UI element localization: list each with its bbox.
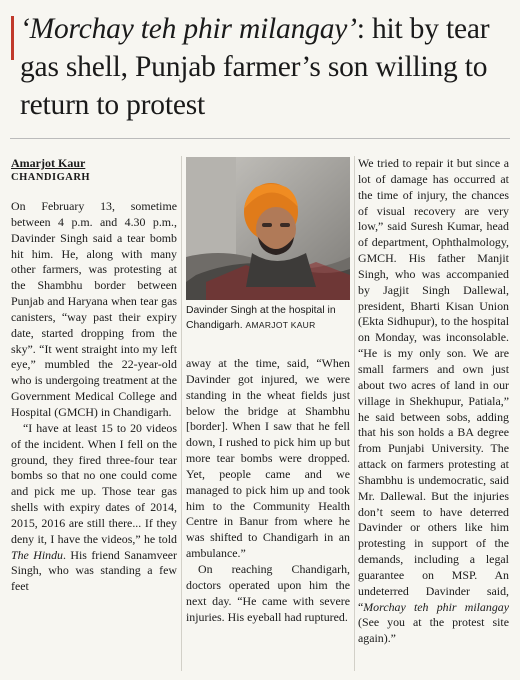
photo-caption — [186, 304, 352, 333]
paragraph: On February 13, sometime between 4 p.m. and 4.30 p.m., Davinder Singh said a tear bomb hit him. He, along with many other farmers, was protesting at the Shambhu border between Punjab and Haryana when tear gas canisters, “way past their expiry date, started dropping from the sky”. “It went straight into my left eye,” mumbled the 22-year-old who is undergoing treatment at the Government Medical College and Hospital (GMCH) in Chandigarh. — [11, 199, 177, 419]
dateline: CHANDIGARH — [11, 172, 91, 183]
photo-caption-text: Davinder Singh at the hospital in Chandigarh. — [186, 305, 336, 331]
column-rule — [181, 156, 182, 671]
photo-credit: AMARJOT KAUR — [245, 320, 316, 330]
column-rule — [354, 156, 355, 671]
headline-quote: ‘Morchay teh phir milangay’ — [20, 13, 357, 45]
paragraph: On reaching Chandigarh, doctors operated upon him the next day. “He came with severe injuries. His eyeball had ruptured. — [186, 561, 350, 624]
article-photo — [186, 157, 350, 300]
portrait-photo-icon — [186, 157, 350, 300]
column-3 — [358, 156, 509, 647]
byline: Amarjot Kaur — [11, 156, 86, 170]
headline — [20, 10, 510, 124]
headline-divider — [10, 138, 510, 139]
column-1 — [11, 199, 177, 595]
paragraph: We tried to repair it but since a lot of damage has occurred at the time of injury, the chances of visual recovery are very low,” said Suresh Kumar, head of department, Ophthalmology, GMCH. His father Manjit Singh, who was accompanied by Jagjit Singh Dallewal, president, Bharti Kisan Union (Ekta Sidhupur), to the hospital on Monday, was inconsolable. “He is my only son. We are small farmers and own just about two acres of land in our village in Shekhupur, Patiala,” he said between sobs, adding that his son holds a BA degree from Punjabi University. The attack on farmers protesting at Shambhu is undemocratic, said Mr. Dallewal. But the injuries don’t seem to have deterred Davinder or others like him protesting in support of the demands, including a legal guarantee on MSP. An undeterred Davinder said, “Morchay teh phir milangay (See you at the protest site again).” — [358, 156, 509, 646]
headline-rest: : hit by tear gas shell, Punjab farmer’s son willing to return to protest — [20, 13, 490, 121]
headline-accent-bar — [11, 16, 14, 60]
paragraph: “I have at least 15 to 20 videos of the incident. When I fell on the ground, they fired three-four tear bombs so that no one could come and pick me up. Those tear gas shells with expiry dates of 2014, 2015, 2016 are still there... If they deny it, I have the videos,” he told The Hindu. His friend Sanamveer Singh, who was standing a few feet — [11, 420, 177, 594]
paragraph: away at the time, said, “When Davinder got injured, we were standing in the wheat fields just below the bridge at Shambhu [border]. When I saw that he fell down, I rushed to pick him up but more tear bombs were dropped. Yet, people came and we managed to pick him up and took him to the Community Health Centre in Banur from where he was shifted to Chandigarh in an ambulance.” — [186, 356, 350, 561]
column-2 — [186, 356, 350, 625]
